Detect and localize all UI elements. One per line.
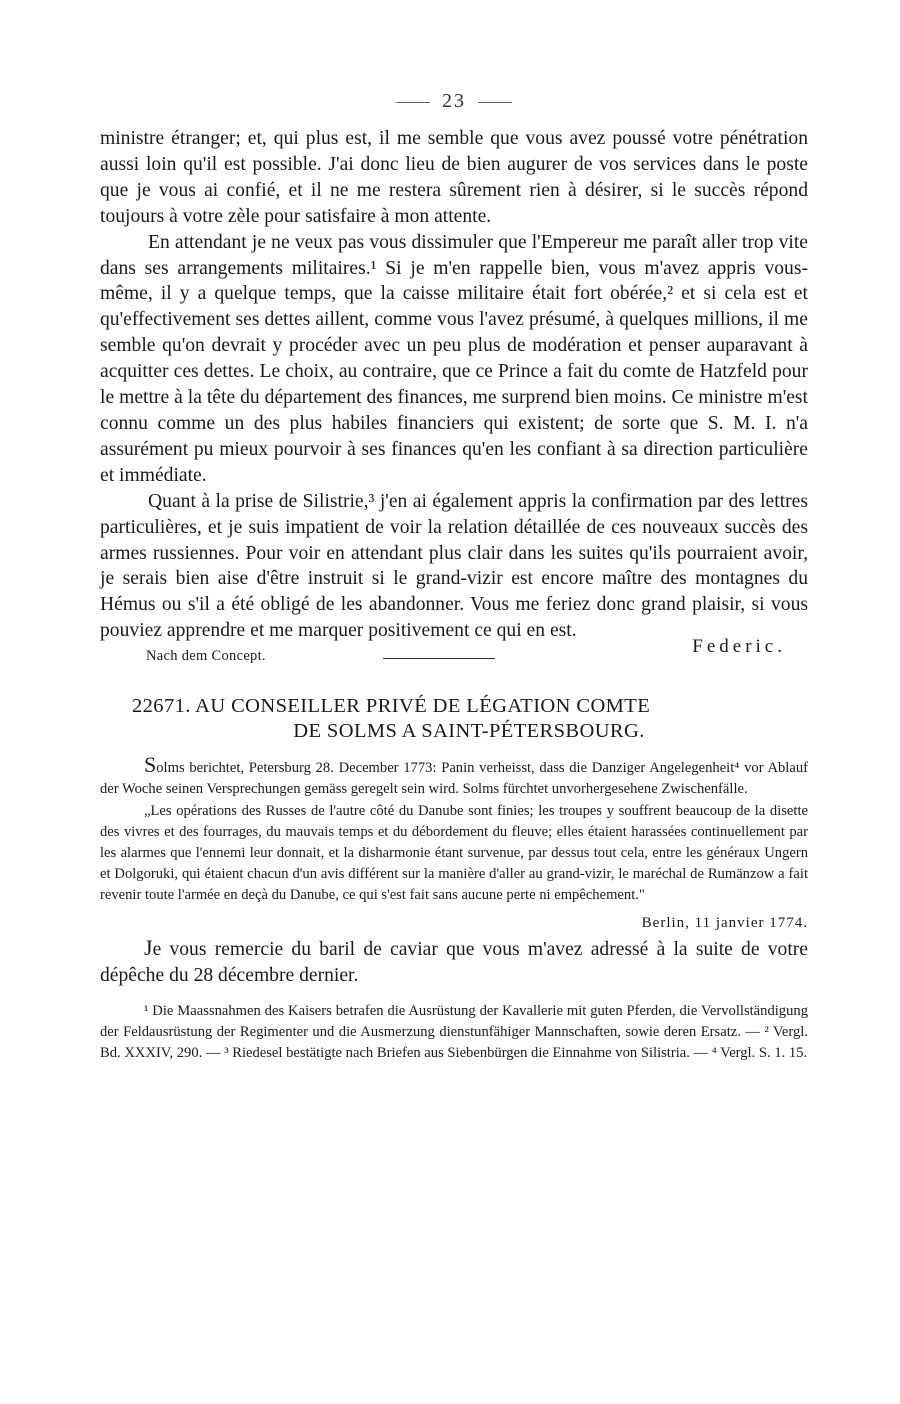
opening-paragraph xyxy=(100,935,808,989)
summary-text: olms berichtet, Petersburg 28. December 1773: Panin verheisst, dass die Danziger Angelegenheit⁴ vor Ablauf der Woche seinen Versprechungen gemäss geregelt sein wird. Solms fürchtet unvorhergesehene Zwischenfälle. xyxy=(100,760,808,798)
letter-opening xyxy=(100,935,808,989)
page-header xyxy=(100,86,808,116)
letter-body xyxy=(100,126,808,644)
footnotes-text: ¹ Die Maassnahmen des Kaisers betrafen die Ausrüstung der Kavallerie mit guten Pferden, die Vervollständigung der Feldausrüstung der Regimenter und die Ausmerzung dienstunfähiger Mannschaften, sowie deren Ersatz. — ² Vergl. Bd. XXXIV, 290. — ³ Riedesel bestätigte nach Briefen aus Siebenbürgen die Einnahme von Silistria. — ⁴ Vergl. S. 1. 15. xyxy=(100,1002,808,1062)
paragraph-2: En attendant je ne veux pas vous dissimuler que l'Empereur me paraît aller trop vite dans ses arrangements militaires.¹ Si je m'en rappelle bien, vous m'avez appris vous-même, il y a quelque temps, que la caisse militaire était fort obérée,² et si cela est et qu'effectivement ses dettes aillent, comme vous l'avez présumé, à quelques millions, il me semble qu'on devrait y procéder avec un peu plus de modération et penser auparavant à acquitter ces dettes. Le choix, au contraire, que ce Prince a fait du comte de Hatzfeld pour le mettre à la tête du département des finances, me surprend bien moins. Ce ministre m'est connu comme un des plus habiles financiers qui existent; de sorte que S. M. I. n'a assurément pu mieux pourvoir à ses finances qu'en les confiant à sa direction particulière et immédiate. xyxy=(100,231,808,486)
header-dash-left xyxy=(396,102,430,103)
section-divider xyxy=(383,658,495,659)
page-number: 23 xyxy=(442,90,466,112)
signature-row xyxy=(100,636,808,674)
report-summary xyxy=(100,754,808,906)
opening-text: e vous remercie du baril de caviar que vous m'avez adressé à la suite de votre dépêche du 28 décembre dernier. xyxy=(100,938,808,986)
summary-quote: „Les opérations des Russes de l'autre côté du Danube sont finies; les troupes y souffrent beaucoup de la disette des vivres et des fourrages, du mauvais temps et du débordement du fleuve; elles étaient harassées continuellement par les alarmes que l'ennemi leur donnait, et la disharmonie étant survenue, par dessus tout cela, entre les généraux Ungern et Dolgoruki, qui étaient chacun d'un avis différent sur la manière d'aller au grand-vizir, le maréchal de Rumänzow a fait revenir toute l'armée en deçà du Danube, ce qui s'est fait sans aucune perte ni empêchement." xyxy=(100,802,808,904)
letter-heading-line1: 22671. AU CONSEILLER PRIVÉ DE LÉGATION COMTE xyxy=(132,695,651,718)
dateline: Berlin, 11 janvier 1774. xyxy=(641,914,808,931)
source-note: Nach dem Concept. xyxy=(146,648,266,665)
letter-heading xyxy=(100,694,808,744)
footnotes xyxy=(100,1001,808,1065)
signature: Federic. xyxy=(692,636,786,658)
paragraph-3: Quant à la prise de Silistrie,³ j'en ai également appris la confirmation par des lettres particulières, et je suis impatient de voir la relation détaillée de ces nouveaux succès des armes russiennes. Pour voir en attendant plus clair dans les suites qu'ils pourraient avoir, je serais bien aise d'être instruit si le grand-vizir est encore maître des montagnes du Hémus ou s'il a été obligé de les abandonner. Vous me feriez donc grand plaisir, si vous pouviez apprendre et me marquer positivement ce qui en est. xyxy=(100,490,808,642)
summary-initial: S xyxy=(144,752,157,778)
letter-heading-line2: DE SOLMS A SAINT-PÉTERSBOURG. xyxy=(293,720,645,743)
document-page xyxy=(100,86,808,1065)
header-dash-right xyxy=(478,102,512,103)
summary-paragraph xyxy=(100,754,808,800)
opening-initial: J xyxy=(144,934,153,960)
paragraph-1: ministre étranger; et, qui plus est, il me semble que vous avez poussé votre pénétration aussi loin qu'il est possible. J'ai donc lieu de bien augurer de vos services dans le poste que je vous ai confié, et il ne me restera sûrement rien à désirer, si le succès répond toujours à votre zèle pour satisfaire à mon attente. xyxy=(100,128,808,227)
